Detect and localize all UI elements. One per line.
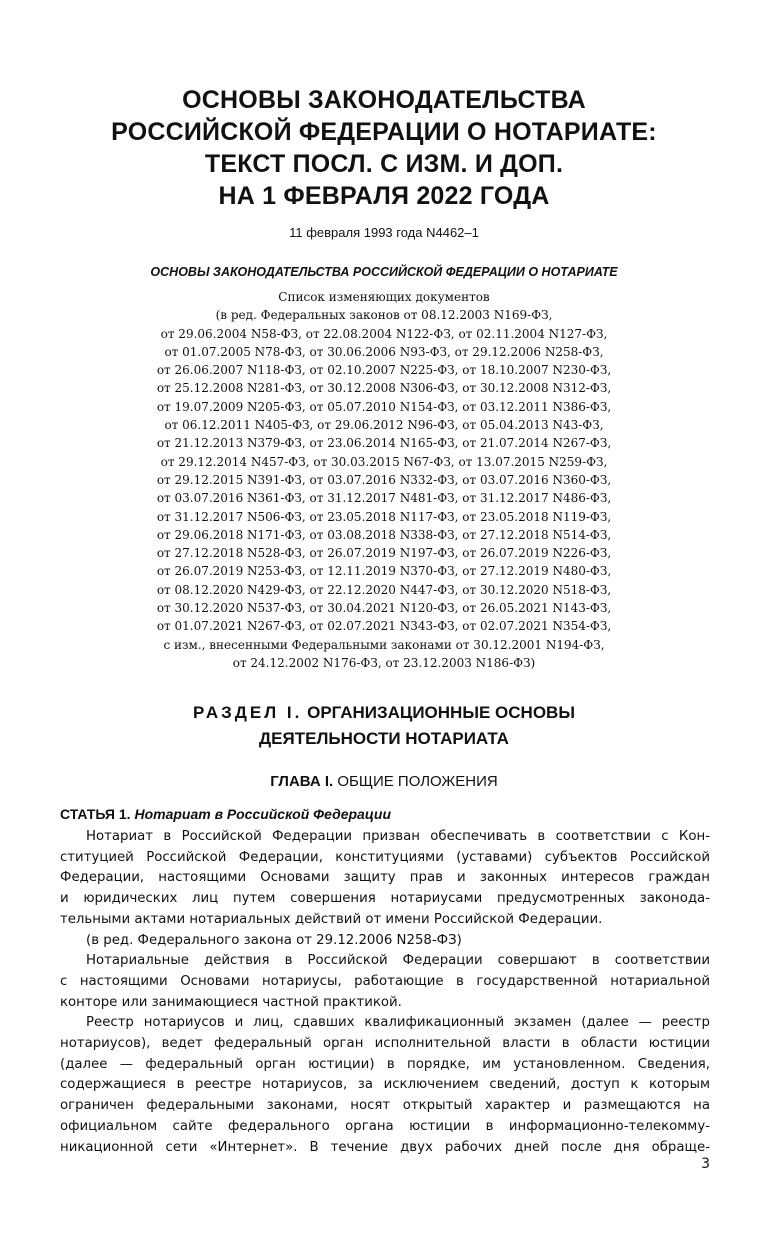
body-line: ограничен федеральными законами, носят открытый характер и размещаются на [60,1098,710,1114]
amendments-line: от 27.12.2018 N528-ФЗ, от 26.07.2019 N197-ФЗ, от 26.07.2019 N226-ФЗ, [156,546,612,561]
title-line: НА 1 ФЕВРАЛЯ 2022 ГОДА [218,182,550,210]
article-label: СТАТЬЯ 1. [60,806,131,822]
amendments-line: от 29.06.2004 N58-ФЗ, от 22.08.2004 N122-ФЗ, от 02.11.2004 N127-ФЗ, [160,326,608,341]
amendments-line: Список изменяющих документов [278,290,490,304]
amendments-line: от 06.12.2011 N405-ФЗ, от 29.06.2012 N96-ФЗ, от 05.04.2013 N43-ФЗ, [164,418,604,433]
section-title-line2: ДЕЯТЕЛЬНОСТИ НОТАРИАТА [259,729,509,748]
article-title: Нотариат в Российской Федерации [134,806,391,822]
chapter-label: ГЛАВА I. [270,773,334,790]
amendments-line: от 21.12.2013 N379-ФЗ, от 23.06.2014 N165-ФЗ, от 21.07.2014 N267-ФЗ, [156,436,612,451]
title-line: РОССИЙСКОЙ ФЕДЕРАЦИИ О НОТАРИАТЕ: [111,118,657,146]
amendments-line: от 29.12.2015 N391-ФЗ, от 03.07.2016 N332-ФЗ, от 03.07.2016 N360-ФЗ, [156,472,612,487]
law-date: 11 февраля 1993 года N4462–1 [289,225,479,240]
document-title [0,84,768,212]
body-line: Федерации, настоящими Основами защиту прав и законных интересов граждан [60,870,710,886]
amendments-line: от 29.12.2014 N457-ФЗ, от 30.03.2015 N67-ФЗ, от 13.07.2015 N259-ФЗ, [160,454,608,469]
body-line: тельными актами нотариальных действий от имени Российской Федерации. [60,911,603,927]
section-label: РАЗДЕЛ I. [193,703,303,722]
body-line: ституцией Российской Федерации, конституциями (уставами) субъектов Российской [60,849,710,865]
amendments-line: от 03.07.2016 N361-ФЗ, от 31.12.2017 N481-ФЗ, от 31.12.2017 N486-ФЗ, [156,491,612,506]
article-heading [60,806,710,822]
amendments-line: от 01.07.2005 N78-ФЗ, от 30.06.2006 N93-ФЗ, от 29.12.2006 N258-ФЗ, [164,344,604,359]
chapter-title: ОБЩИЕ ПОЛОЖЕНИЯ [337,773,498,790]
amendments-line: от 26.07.2019 N253-ФЗ, от 12.11.2019 N370-ФЗ, от 27.12.2019 N480-ФЗ, [156,564,612,579]
amendments-line: от 19.07.2009 N205-ФЗ, от 05.07.2010 N154-ФЗ, от 03.12.2011 N386-ФЗ, [156,399,612,414]
title-line: ОСНОВЫ ЗАКОНОДАТЕЛЬСТВА [182,86,586,114]
body-line: (в ред. Федерального закона от 29.12.2006 N258-ФЗ) [86,932,462,948]
section-heading [0,700,768,752]
body-line: и юридических лиц путем совершения нотариусами предусмотренных законода- [60,891,710,907]
body-line: (далее — федеральный орган юстиции) в порядке, им установленном. Сведения, [60,1056,710,1072]
body-line: Нотариальные действия в Российской Федерации совершают в соответствии [86,953,710,969]
body-line: Нотариат в Российской Федерации призван обеспечивать в соответствии с Кон- [86,829,710,844]
page-number: 3 [701,1156,710,1172]
amendments-line: от 30.12.2020 N537-ФЗ, от 30.04.2021 N120-ФЗ, от 26.05.2021 N143-ФЗ, [156,601,612,616]
amendments-line: от 31.12.2017 N506-ФЗ, от 23.05.2018 N117-ФЗ, от 23.05.2018 N119-ФЗ, [156,509,612,524]
amendments-line: с изм., внесенными Федеральными законами от 30.12.2001 N194-ФЗ, [163,637,605,652]
amendments-line: от 01.07.2021 N267-ФЗ, от 02.07.2021 N343-ФЗ, от 02.07.2021 N354-ФЗ, [156,619,612,634]
body-line: никационной сети «Интернет». В течение двух рабочих дней после дня обраще- [60,1139,710,1155]
amendments-line: от 24.12.2002 N176-ФЗ, от 23.12.2003 N186-ФЗ) [232,655,536,670]
chapter-heading [0,773,768,790]
title-line: ТЕКСТ ПОСЛ. С ИЗМ. И ДОП. [204,150,564,178]
amendments-line: (в ред. Федеральных законов от 08.12.2003 N169-ФЗ, [215,308,553,323]
body-line: официальном сайте федерального органа юстиции в информационно-телекомму- [60,1118,710,1134]
body-line: содержащиеся в реестре нотариусов, за исключением сведений, доступ к которым [60,1077,710,1093]
body-line: конторе или занимающиеся частной практикой. [60,994,402,1010]
body-line: нотариусов), ведет федеральный орган исполнительной власти в области юстиции [60,1036,710,1052]
amendments-line: от 29.06.2018 N171-ФЗ, от 03.08.2018 N338-ФЗ, от 27.12.2018 N514-ФЗ, [156,527,612,542]
article-body [60,827,710,1158]
amendments-line: от 26.06.2007 N118-ФЗ, от 02.10.2007 N225-ФЗ, от 18.10.2007 N230-ФЗ, [156,363,612,378]
section-title-line1: ОРГАНИЗАЦИОННЫЕ ОСНОВЫ [307,703,575,722]
body-line: Реестр нотариусов и лиц, сдавших квалификационный экзамен (далее — реестр [86,1015,710,1031]
amendments-line: от 25.12.2008 N281-ФЗ, от 30.12.2008 N306-ФЗ, от 30.12.2008 N312-ФЗ, [156,381,612,396]
body-line: с настоящими Основами нотариусы, работающие в государственной нотариальной [60,973,710,989]
amendments-list [0,288,768,672]
amendments-line: от 08.12.2020 N429-ФЗ, от 22.12.2020 N447-ФЗ, от 30.12.2020 N518-ФЗ, [156,582,612,597]
law-name-heading: ОСНОВЫ ЗАКОНОДАТЕЛЬСТВА РОССИЙСКОЙ ФЕДЕРАЦИИ О НОТАРИАТЕ [150,265,618,279]
